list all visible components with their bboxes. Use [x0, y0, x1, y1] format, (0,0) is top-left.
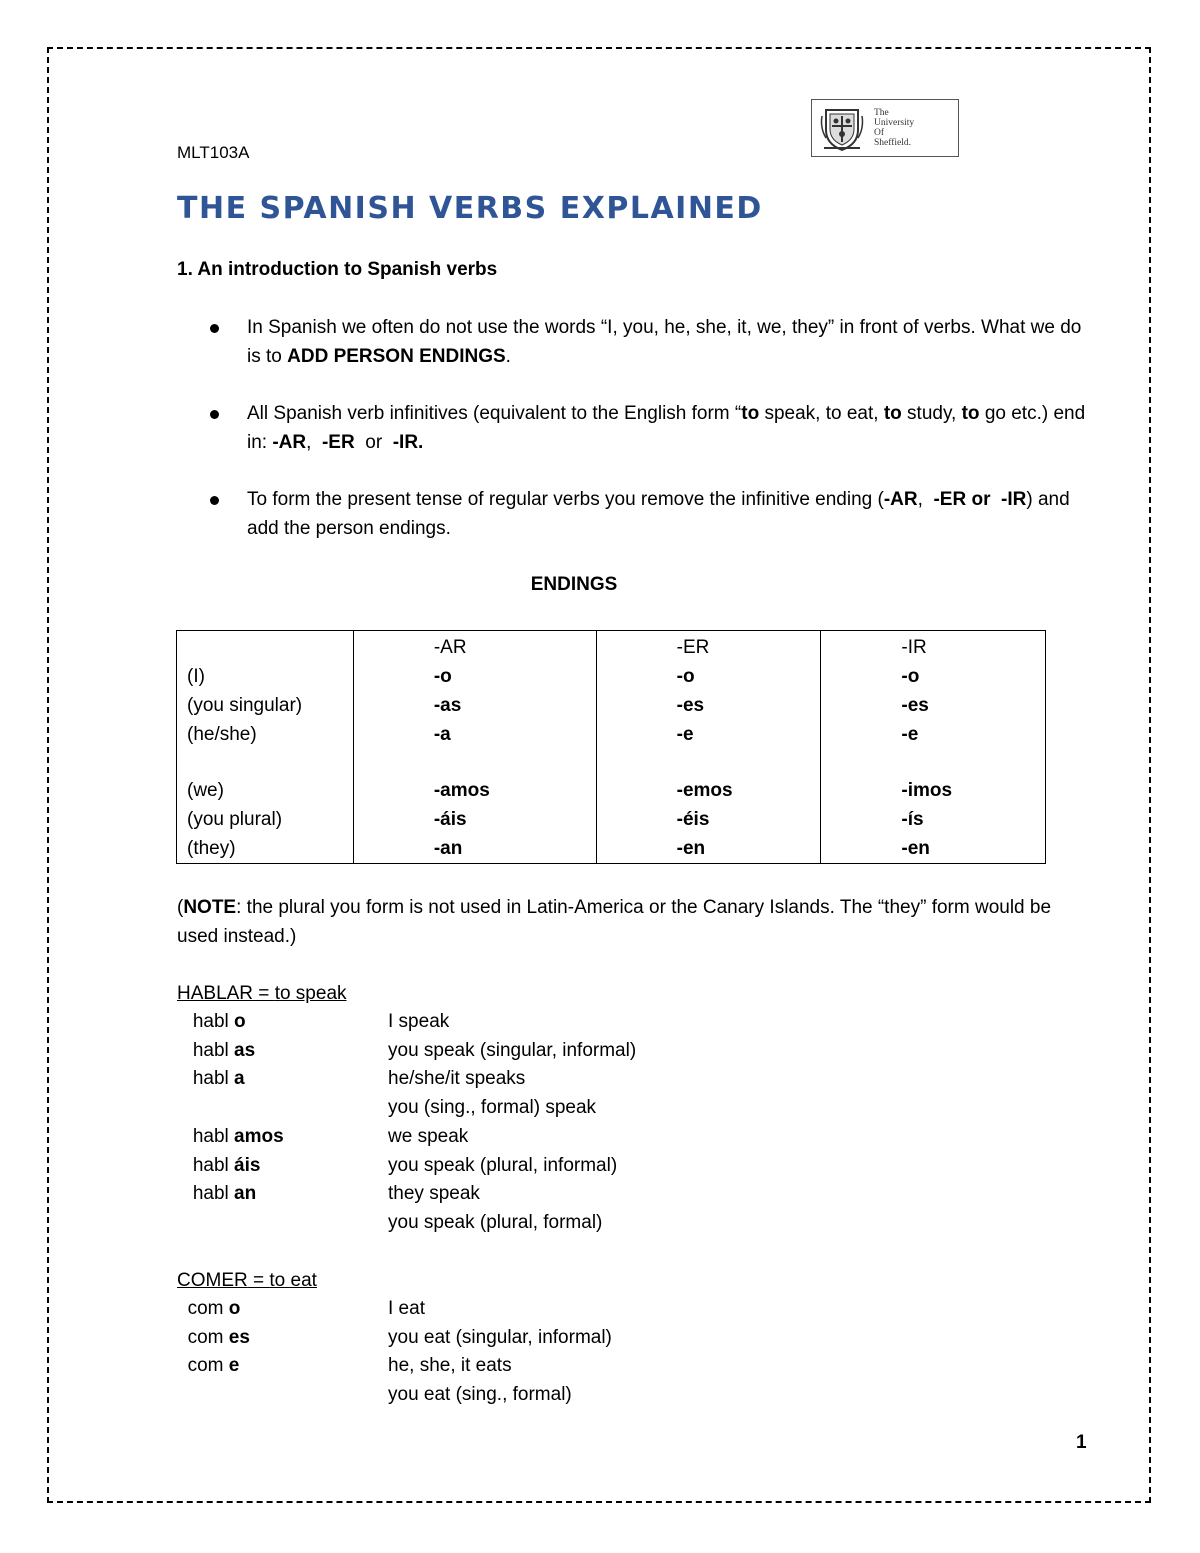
- conjugation-row: [177, 1352, 612, 1381]
- ending-value: -a: [433, 724, 451, 745]
- ending-value: -éis: [676, 809, 710, 830]
- bullet-icon: [210, 410, 219, 419]
- ending-value: -ís: [901, 809, 924, 830]
- conjugation-row: [177, 1008, 636, 1037]
- conjugation-row: [177, 1209, 636, 1238]
- verb-stem: habl: [192, 1011, 235, 1032]
- person-label: (we): [187, 780, 224, 801]
- note-paragraph: (NOTE: the plural you form is not used in Latin-America or the Canary Islands. The “they” form would be used instead.): [177, 897, 1052, 947]
- conjugation-row: [177, 1123, 636, 1152]
- verb-comer: [177, 1266, 612, 1410]
- column-header: -ER: [676, 637, 710, 658]
- person-column: [177, 631, 354, 864]
- verb-ending: a: [234, 1068, 245, 1090]
- crest-icon: [820, 104, 864, 152]
- verb-meaning: I eat: [388, 1298, 425, 1319]
- verb-stem: com: [187, 1298, 229, 1319]
- bullet-icon: [210, 324, 219, 333]
- verb-ending: es: [228, 1326, 250, 1348]
- verb-stem: com: [187, 1355, 229, 1377]
- verb-meaning: you eat (singular, informal): [388, 1326, 612, 1348]
- conjugation-row: [177, 1180, 636, 1209]
- conjugation-row: [177, 1152, 636, 1181]
- ir-column: [821, 631, 1046, 864]
- conjugation-row: [177, 1295, 612, 1324]
- verb-meaning: you speak (plural, formal): [388, 1211, 603, 1233]
- bullet-list: [200, 313, 1100, 571]
- verb-stem: habl: [192, 1068, 235, 1090]
- conjugation-row: [177, 1381, 612, 1410]
- ending-value: -as: [433, 695, 462, 716]
- verb-meaning: you eat (sing., formal): [388, 1384, 572, 1406]
- verb-form: [177, 1037, 388, 1066]
- ar-column: [353, 631, 596, 864]
- person-label: (you singular): [187, 695, 303, 716]
- university-logo: [811, 99, 959, 157]
- endings-table: [176, 630, 1046, 864]
- verb-title: HABLAR = to speak: [177, 983, 347, 1004]
- page-number: 1: [1076, 1432, 1087, 1453]
- ending-value: -amos: [433, 780, 490, 801]
- verb-form: [177, 1008, 388, 1037]
- bullet-icon: [210, 496, 219, 505]
- verb-form: [177, 1152, 388, 1181]
- ending-value: -es: [901, 695, 929, 716]
- course-code: MLT103A: [177, 143, 250, 162]
- document-title: THE SPANISH VERBS EXPLAINED: [177, 191, 763, 226]
- verb-form: [177, 1352, 388, 1381]
- verb-meaning: I speak: [388, 1011, 450, 1032]
- verb-stem: habl: [192, 1039, 235, 1061]
- verb-form: [177, 1123, 388, 1152]
- column-header: -AR: [433, 637, 467, 658]
- verb-ending: e: [228, 1355, 240, 1377]
- ending-value: -áis: [433, 809, 467, 830]
- table-row: [177, 631, 1046, 864]
- verb-stem: habl: [192, 1125, 235, 1147]
- verb-form: [177, 1381, 388, 1410]
- verb-meaning: he/she/it speaks: [388, 1068, 526, 1090]
- verb-form: [177, 1065, 388, 1094]
- ending-value: -emos: [676, 780, 733, 801]
- ending-value: -es: [676, 695, 705, 716]
- verb-meaning: you (sing., formal) speak: [388, 1097, 597, 1119]
- person-label: (you plural): [187, 809, 283, 830]
- verb-ending: amos: [234, 1125, 284, 1147]
- bullet-item: In Spanish we often do not use the words “I, you, he, she, it, we, they” in front of verbs. What we do is to ADD PERSON ENDINGS.: [200, 313, 1100, 371]
- verb-form: [177, 1209, 388, 1238]
- person-label: (he/she): [187, 724, 257, 745]
- ending-value: -en: [676, 838, 706, 859]
- person-label: (they): [187, 838, 236, 859]
- conjugation-row: [177, 1094, 636, 1123]
- ending-value: -e: [676, 724, 694, 745]
- verb-form: [177, 1094, 388, 1123]
- logo-text: The University Of Sheffield.: [874, 108, 915, 148]
- ending-value: -o: [676, 666, 695, 687]
- conjugation-row: [177, 1324, 612, 1353]
- verb-ending: o: [228, 1298, 241, 1319]
- conjugation-row: [177, 1065, 636, 1094]
- bullet-item: All Spanish verb infinitives (equivalent to the English form “to speak, to eat, to study, to go etc.) end in: -AR, -ER or -IR.: [200, 399, 1100, 457]
- verb-stem: habl: [192, 1183, 235, 1205]
- verb-ending: o: [234, 1011, 246, 1032]
- verb-form: [177, 1324, 388, 1353]
- ending-value: -an: [433, 838, 463, 859]
- verb-hablar: [177, 979, 636, 1238]
- endings-heading: ENDINGS: [530, 574, 618, 595]
- verb-title: COMER = to eat: [177, 1270, 317, 1291]
- verb-ending: an: [234, 1183, 257, 1205]
- verb-meaning: you speak (singular, informal): [388, 1039, 637, 1061]
- column-header: -IR: [901, 637, 927, 658]
- verb-meaning: they speak: [388, 1183, 480, 1205]
- ending-value: -o: [433, 666, 452, 687]
- ending-value: -imos: [901, 780, 953, 801]
- ending-value: -o: [901, 666, 920, 687]
- verb-form: [177, 1180, 388, 1209]
- verb-form: [177, 1295, 388, 1324]
- verb-stem: habl: [192, 1154, 235, 1176]
- er-column: [596, 631, 821, 864]
- verb-ending: áis: [234, 1154, 261, 1176]
- ending-value: -en: [901, 838, 930, 859]
- verb-meaning: he, she, it eats: [388, 1355, 512, 1377]
- person-label: (I): [187, 666, 205, 687]
- bullet-item: To form the present tense of regular verbs you remove the infinitive ending (-AR, -ER or -IR) and add the person endings.: [200, 485, 1100, 543]
- verb-meaning: you speak (plural, informal): [388, 1154, 618, 1176]
- section-heading: 1. An introduction to Spanish verbs: [177, 259, 498, 280]
- verb-meaning: we speak: [388, 1125, 469, 1147]
- ending-value: -e: [901, 724, 919, 745]
- verb-ending: as: [234, 1039, 256, 1061]
- verb-stem: com: [187, 1326, 229, 1348]
- conjugation-row: [177, 1037, 636, 1066]
